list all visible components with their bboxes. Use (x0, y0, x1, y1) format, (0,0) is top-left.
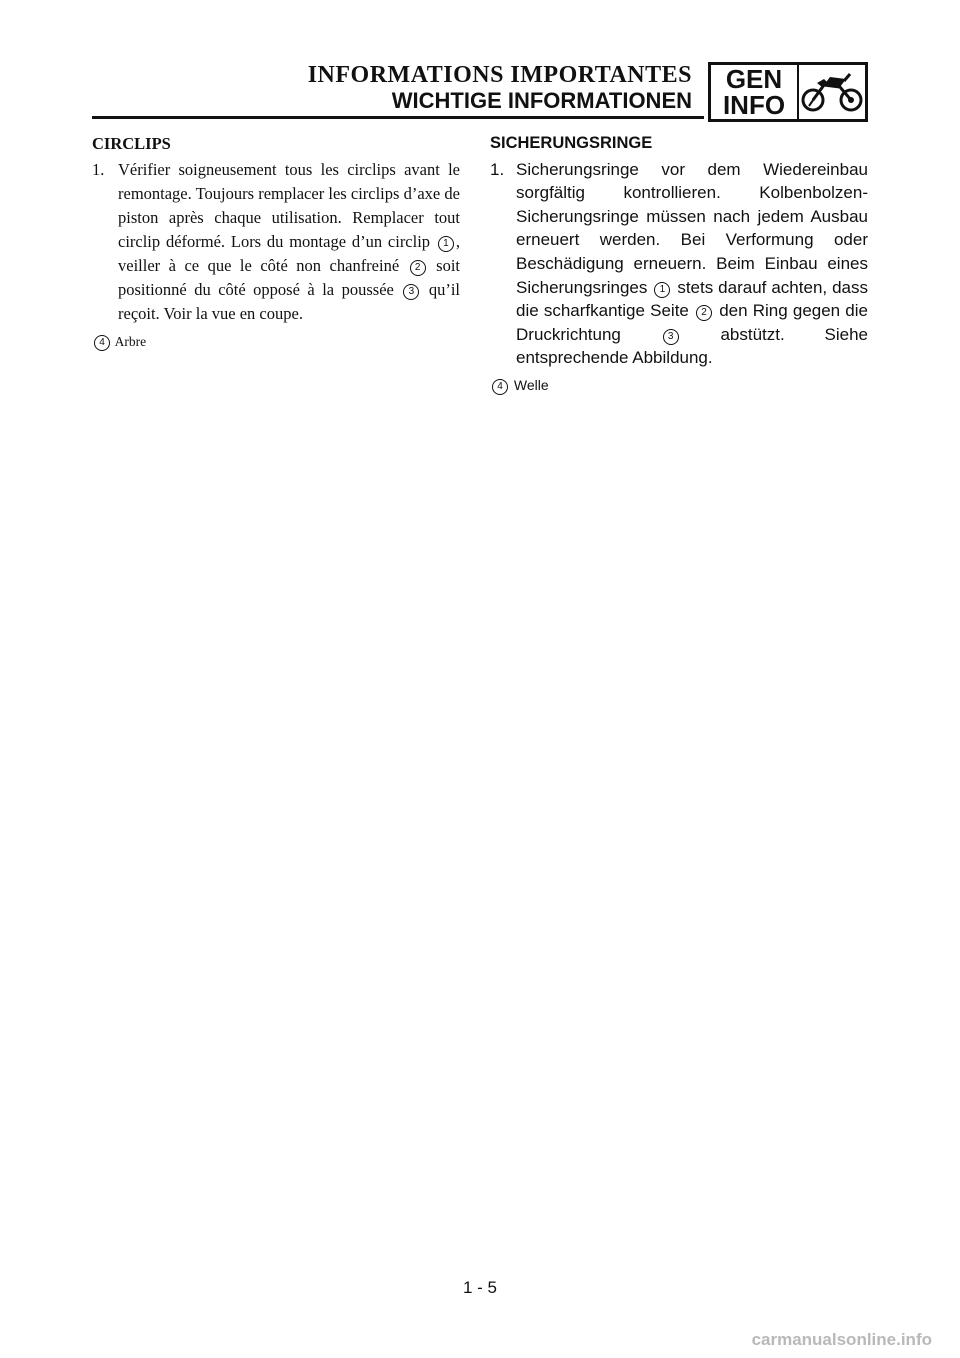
section-badge (708, 62, 868, 122)
item-text (118, 158, 460, 326)
text-segment: den Ring gegen die Druckrichtung (516, 301, 868, 344)
item-number: 1. (490, 159, 505, 179)
text-segment: Sicherungsringe vor dem Wiedereinbau sorgfältig kontrollieren. Kolbenbolzen-Sicherungsringe müssen nach jedem Ausbau erneuert werden. Bei Verformung oder Beschädigung erneuern. Beim Einbau eines Sicherungsringes (516, 159, 868, 297)
german-column (490, 128, 868, 398)
section-title-fr: CIRCLIPS (92, 134, 171, 153)
text-segment: , veiller à ce que le côté non chanfreiné (118, 232, 460, 275)
item-number: 1. (92, 160, 105, 179)
reference-marker-2: 2 (410, 260, 426, 276)
badge-label (711, 65, 799, 119)
watermark: carmanualsonline.info (751, 1330, 932, 1349)
reference-marker-4: 4 (492, 379, 508, 395)
reference-marker-1: 1 (438, 236, 454, 252)
legend-text: Welle (513, 376, 549, 393)
badge-label-line2: INFO (722, 90, 786, 120)
text-segment: qu’il reçoit. Voir la vue en coupe. (118, 280, 460, 323)
text-segment: abstützt. Siehe entsprechende Abbildung. (516, 324, 868, 368)
text-segment: Vérifier soigneusement tous les circlips avant le remontage. Toujours remplacer les circlips d’axe de piston après chaque utilisation. Remplacer tout circlip déformé. Lors du montage d’un circlip (118, 160, 460, 251)
reference-marker-1: 1 (654, 282, 670, 298)
section-title-de: SICHERUNGSRINGE (490, 134, 653, 152)
legend-item (92, 330, 460, 354)
page-title-de: WICHTIGE INFORMATIONEN (391, 88, 692, 113)
reference-marker-4: 4 (94, 335, 110, 351)
page-number: 1 - 5 (462, 1278, 498, 1297)
text-segment: stets darauf achten, dass die scharfkantige Seite (516, 277, 869, 321)
reference-marker-3: 3 (663, 329, 679, 345)
legend-item (490, 374, 868, 398)
page-title-fr: INFORMATIONS IMPORTANTES (307, 62, 692, 88)
text-segment: soit positionné du côté opposé à la poussée (118, 256, 461, 299)
motorcycle-icon (799, 65, 865, 119)
badge-label-line1: GEN (725, 64, 783, 94)
item-text (516, 158, 868, 370)
list-item (92, 158, 460, 326)
legend-text: Arbre (114, 334, 147, 349)
list-item (490, 158, 868, 370)
french-column (92, 128, 460, 354)
header-rule (92, 116, 704, 119)
reference-marker-3: 3 (403, 284, 419, 300)
reference-marker-2: 2 (696, 305, 712, 321)
